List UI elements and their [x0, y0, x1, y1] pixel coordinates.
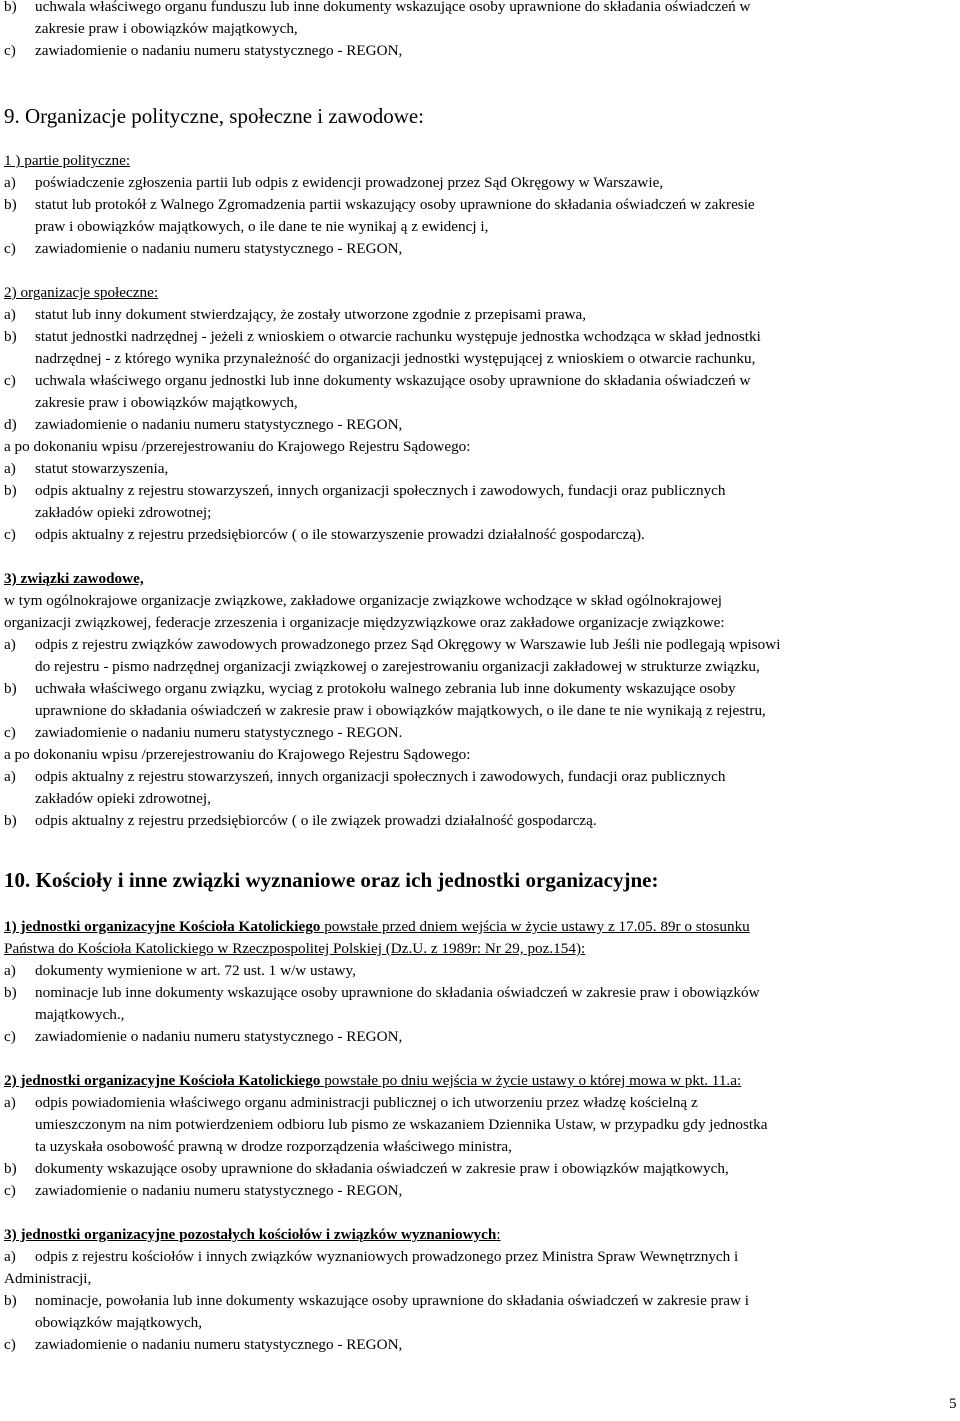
subsection-heading: 3) związki zawodowe,: [4, 570, 144, 587]
list-item-continuation: zakładów opieki zdrowotnej,: [35, 790, 211, 807]
list-item-text: zawiadomienie o nadaniu numeru statystycznego - REGON.: [35, 724, 403, 741]
list-marker: b): [4, 196, 17, 213]
list-item-text: odpis aktualny z rejestru stowarzyszeń, innych organizacji społecznych i zawodowych, fundacji oraz publicznych: [35, 482, 726, 499]
list-marker: c): [4, 1336, 16, 1353]
list-item-continuation: do rejestru - pismo nadrzędnej organizacji związkowej o zarejestrowaniu organizacji zakładowej w strukturze związku,: [35, 658, 760, 675]
section-heading: 10. Kościoły i inne związki wyznaniowe oraz ich jednostki organizacyjne:: [4, 868, 659, 892]
list-item-text: dokumenty wymienione w art. 72 ust. 1 w/w ustawy,: [35, 962, 356, 979]
list-item-text: odpis aktualny z rejestru przedsiębiorców ( o ile związek prowadzi działalność gospodarczą.: [35, 812, 597, 829]
list-item-text: dokumenty wskazujące osoby uprawnione do składania oświadczeń w zakresie praw i obowiązków majątkowych,: [35, 1160, 729, 1177]
list-item-continuation: uprawnione do składania oświadczeń w zakresie praw i obowiązków majątkowych, o ile dane te nie wynikają z rejestru,: [35, 702, 766, 719]
list-marker: c): [4, 526, 16, 543]
list-item-continuation: zakresie praw i obowiązków majątkowych,: [35, 394, 298, 411]
list-item-text: zawiadomienie o nadaniu numeru statystycznego - REGON,: [35, 416, 403, 433]
paragraph: a po dokonaniu wpisu /przerejestrowaniu do Krajowego Rejestru Sądowego:: [4, 438, 471, 455]
list-item-text: statut lub inny dokument stwierdzający, że zostały utworzone zgodnie z przepisami prawa,: [35, 306, 587, 323]
section-heading: 9. Organizacje polityczne, społeczne i zawodowe:: [4, 104, 425, 128]
list-item-text: odpis aktualny z rejestru stowarzyszeń, innych organizacji społecznych i zawodowych, fundacji oraz publicznych: [35, 768, 726, 785]
subsection-heading-tail: powstałe po dniu wejścia w życie ustawy o której mowa w pkt. 11.a:: [320, 1072, 742, 1089]
list-item-continuation: ta uzyskała osobowość prawną w drodze rozporządzenia właściwego ministra,: [35, 1138, 512, 1155]
list-item-continuation: obowiązków majątkowych,: [35, 1314, 203, 1331]
list-item-text: nominacje lub inne dokumenty wskazujące osoby uprawnione do składania oświadczeń w zakresie praw i obowiązków: [35, 984, 760, 1001]
subsection-heading: 3) jednostki organizacyjne pozostałych kościołów i związków wyznaniowych: [4, 1226, 497, 1243]
list-item-text: uchwala właściwego organu funduszu lub inne dokumenty wskazujące osoby uprawnione do składania oświadczeń w: [35, 0, 751, 15]
list-marker: c): [4, 1028, 16, 1045]
list-item-text: statut lub protokół z Walnego Zgromadzenia partii wskazujący osoby uprawnione do składania oświadczeń w zakresie: [35, 196, 755, 213]
list-item-text: odpis z rejestru związków zawodowych prowadzonego przez Sąd Okręgowy w Warszawie lub Jeśli nie podlegają wpisowi: [35, 636, 781, 653]
list-marker: b): [4, 1160, 17, 1177]
list-marker: b): [4, 1292, 17, 1309]
list-item-continuation: zakładów opieki zdrowotnej;: [35, 504, 212, 521]
list-item-text: odpis powiadomienia właściwego organu administracji publicznej o ich utworzeniu przez władzę kościelną z: [35, 1094, 698, 1111]
subsection-heading-line: [4, 918, 750, 936]
paragraph: organizacji związkowej, federacje zrzeszenia i organizacje międzyzwiązkowe oraz zakładowe organizacje związkowe:: [4, 614, 725, 631]
list-marker: b): [4, 328, 17, 345]
page-number: 5: [949, 1396, 957, 1412]
subsection-heading: 2) jednostki organizacyjne Kościoła Katolickiego: [4, 1072, 321, 1089]
list-marker: a): [4, 1094, 16, 1111]
subsection-heading: 2) organizacje społeczne:: [4, 284, 159, 301]
list-item-text: uchwala właściwego organu jednostki lub inne dokumenty wskazujące osoby uprawnione do składania oświadczeń w: [35, 372, 751, 389]
list-marker: d): [4, 416, 17, 433]
list-marker: b): [4, 680, 17, 697]
list-marker: a): [4, 174, 16, 191]
list-marker: a): [4, 768, 16, 785]
list-marker: b): [4, 984, 17, 1001]
list-item-continuation: nadrzędnej - z którego wynika przynależność do organizacji jednostki występującej z wnioskiem o otwarcie rachunku,: [35, 350, 756, 367]
list-item-continuation: praw i obowiązków majątkowych, o ile dane te nie wynikaj ą z ewidencj i,: [35, 218, 489, 235]
paragraph: w tym ogólnokrajowe organizacje związkowe, zakładowe organizacje związkowe wchodzące w skład ogólnokrajowej: [4, 592, 723, 609]
list-marker: c): [4, 724, 16, 741]
list-item-continuation: umieszczonym na nim potwierdzeniem odbioru lub pismo ze wskazaniem Dziennika Ustaw, w przypadku gdy jednostka: [35, 1116, 768, 1133]
list-marker: c): [4, 372, 16, 389]
list-item-text: statut jednostki nadrzędnej - jeżeli z wnioskiem o otwarcie rachunku występuje jednostka wchodząca w skład jednostki: [35, 328, 761, 345]
list-item-continuation: majątkowych.,: [35, 1006, 125, 1023]
subsection-heading: 1 ) partie polityczne:: [4, 152, 131, 169]
subsection-heading-line: [4, 1226, 501, 1244]
list-marker: b): [4, 482, 17, 499]
list-item-text: zawiadomienie o nadaniu numeru statystycznego - REGON,: [35, 42, 403, 59]
list-marker: a): [4, 306, 16, 323]
list-item-text: zawiadomienie o nadaniu numeru statystycznego - REGON,: [35, 240, 403, 257]
list-marker: b): [4, 0, 17, 15]
subsection-heading-tail: powstałe przed dniem wejścia w życie ustawy z 17.05. 89r o stosunku: [320, 918, 750, 935]
list-item-continuation: zakresie praw i obowiązków majątkowych,: [35, 20, 298, 37]
subsection-heading-continuation: Państwa do Kościoła Katolickiego w Rzeczpospolitej Polskiej (Dz.U. z 1989r: Nr 29, poz.154):: [4, 940, 586, 957]
list-item-text: odpis z rejestru kościołów i innych związków wyznaniowych prowadzonego przez Ministra Spraw Wewnętrznych i: [35, 1248, 739, 1265]
list-item-text: zawiadomienie o nadaniu numeru statystycznego - REGON,: [35, 1182, 403, 1199]
paragraph: a po dokonaniu wpisu /przerejestrowaniu do Krajowego Rejestru Sądowego:: [4, 746, 471, 763]
list-item-text: nominacje, powołania lub inne dokumenty wskazujące osoby uprawnione do składania oświadczeń w zakresie praw i: [35, 1292, 750, 1309]
subsection-heading-line: [4, 1072, 741, 1090]
list-item-text: uchwała właściwego organu związku, wyciag z protokołu walnego zebrania lub inne dokumenty wskazujące osoby: [35, 680, 736, 697]
subsection-heading: 1) jednostki organizacyjne Kościoła Katolickiego: [4, 918, 321, 935]
list-marker: a): [4, 962, 16, 979]
list-marker: c): [4, 42, 16, 59]
subsection-heading-tail: :: [496, 1226, 501, 1243]
list-item-text: zawiadomienie o nadaniu numeru statystycznego - REGON,: [35, 1028, 403, 1045]
list-marker: b): [4, 812, 17, 829]
list-marker: c): [4, 1182, 16, 1199]
list-marker: c): [4, 240, 16, 257]
list-item-text: odpis aktualny z rejestru przedsiębiorców ( o ile stowarzyszenie prowadzi działalność gospodarczą).: [35, 526, 645, 543]
list-item-text: statut stowarzyszenia,: [35, 460, 169, 477]
list-marker: a): [4, 1248, 16, 1265]
list-marker: a): [4, 636, 16, 653]
list-item-continuation: Administracji,: [4, 1270, 92, 1287]
list-item-text: zawiadomienie o nadaniu numeru statystycznego - REGON,: [35, 1336, 403, 1353]
list-marker: a): [4, 460, 16, 477]
list-item-text: poświadczenie zgłoszenia partii lub odpis z ewidencji prowadzonej przez Sąd Okręgowy w Warszawie,: [35, 174, 664, 191]
